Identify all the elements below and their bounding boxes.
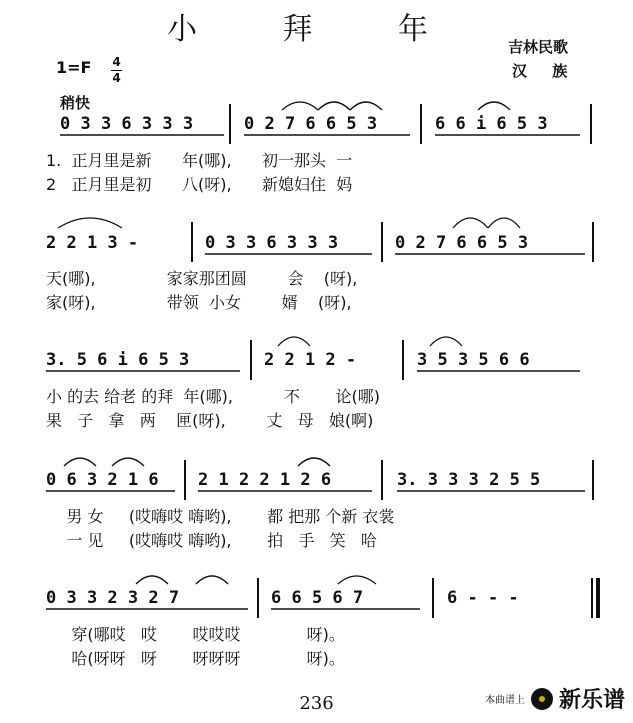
measure-3-1: 3. 5 6 i 6 5 3 [46,350,190,370]
time-signature-top: 4 [112,55,121,69]
slur [112,458,144,466]
measure-1-2: 0 2 7 6 6 5 3 [244,114,378,134]
slur [278,337,310,346]
measure-3-2: 2 2 1 2 - [264,350,357,370]
final-barline-thin [591,578,593,618]
song-title: 小 拜 年 [166,12,467,47]
lyric-verse-1: 小 的去 给老 的拜 年(哪), 不 论(哪) [46,387,380,406]
lyric-verse-2: 一 见 (哎嗨哎 嗨哟), 拍 手 笑 哈 [46,531,377,550]
slur [136,576,168,584]
lyric-verse-1: 1. 正月里是新 年(哪), 初一那头 一 [46,151,353,170]
time-signature-bottom: 4 [112,71,121,85]
slur [350,102,382,110]
slur [64,458,96,466]
barline [250,340,252,380]
footer-note: 本曲谱上 [484,695,525,706]
barline [420,104,422,144]
slur [298,458,330,466]
slur [488,218,520,228]
lyric-verse-2: 家(呀), 带领 小女 婿 (呀), [46,293,352,312]
barline [592,222,594,262]
barline [590,104,592,144]
measure-4-2: 2 1 2 2 1 2 6 [198,470,332,490]
slur [196,576,228,584]
barline [184,460,186,500]
lyric-verse-1: 穿(哪哎 哎 哎哎哎 呀)。 [46,625,345,644]
measure-2-3: 0 2 7 6 6 5 3 [395,233,529,253]
measure-5-3: 6 - - - [447,588,519,608]
measure-1-3: 6 6 i 6 5 3 [435,114,548,134]
site-logo [485,683,625,714]
slur [58,218,122,228]
slur [282,102,318,110]
time-signature [111,56,122,85]
barline [402,340,404,380]
origin-label: 吉林民歌 [508,38,569,56]
slur [338,576,376,584]
barline [257,578,259,618]
slur [453,218,488,228]
lyric-verse-2: 2 正月里是初 八(呀), 新媳妇住 妈 [46,175,353,194]
lyric-verse-2: 果 子 拿 两 匣(呀), 丈 母 娘(啊) [46,411,374,430]
barline [432,578,434,618]
barline [229,104,231,144]
final-barline-thick [596,578,600,618]
barline [191,222,193,262]
barline [592,460,594,500]
measure-3-3: 3 5 3 5 6 6 [417,350,530,370]
measure-2-2: 0 3 3 6 3 3 3 [205,233,339,253]
lyric-verse-1: 男 女 (哎嗨哎 嗨哟), 都 把那 个新 衣裳 [46,507,395,526]
tempo-marking: 稍快 [60,94,91,112]
brand-name: 新乐谱 [558,688,625,713]
measure-1-1: 0 3 3 6 3 3 3 [60,114,194,134]
measure-5-2: 6 6 5 6 7 [271,588,364,608]
slur [478,102,510,110]
barline [381,460,383,500]
slur [430,337,462,346]
record-disc-icon [531,688,553,710]
measure-2-1: 2 2 1 3 - [46,233,139,253]
ethnicity-label: 汉 族 [512,62,578,80]
barline [381,222,383,262]
measure-4-3: 3. 3 3 3 2 5 5 [397,470,541,490]
measure-5-1: 0 3 3 2 3 2 7 [46,588,180,608]
page-number: 236 [299,693,334,714]
lyric-verse-1: 天(哪), 家家那团圆 会 (呀), [46,269,358,288]
slur [318,102,350,110]
lyric-verse-2: 哈(呀呀 呀 呀呀呀 呀)。 [46,649,345,668]
key-signature: 1=F [56,58,92,77]
measure-4-1: 0 6 3 2 1 6 [46,470,159,490]
